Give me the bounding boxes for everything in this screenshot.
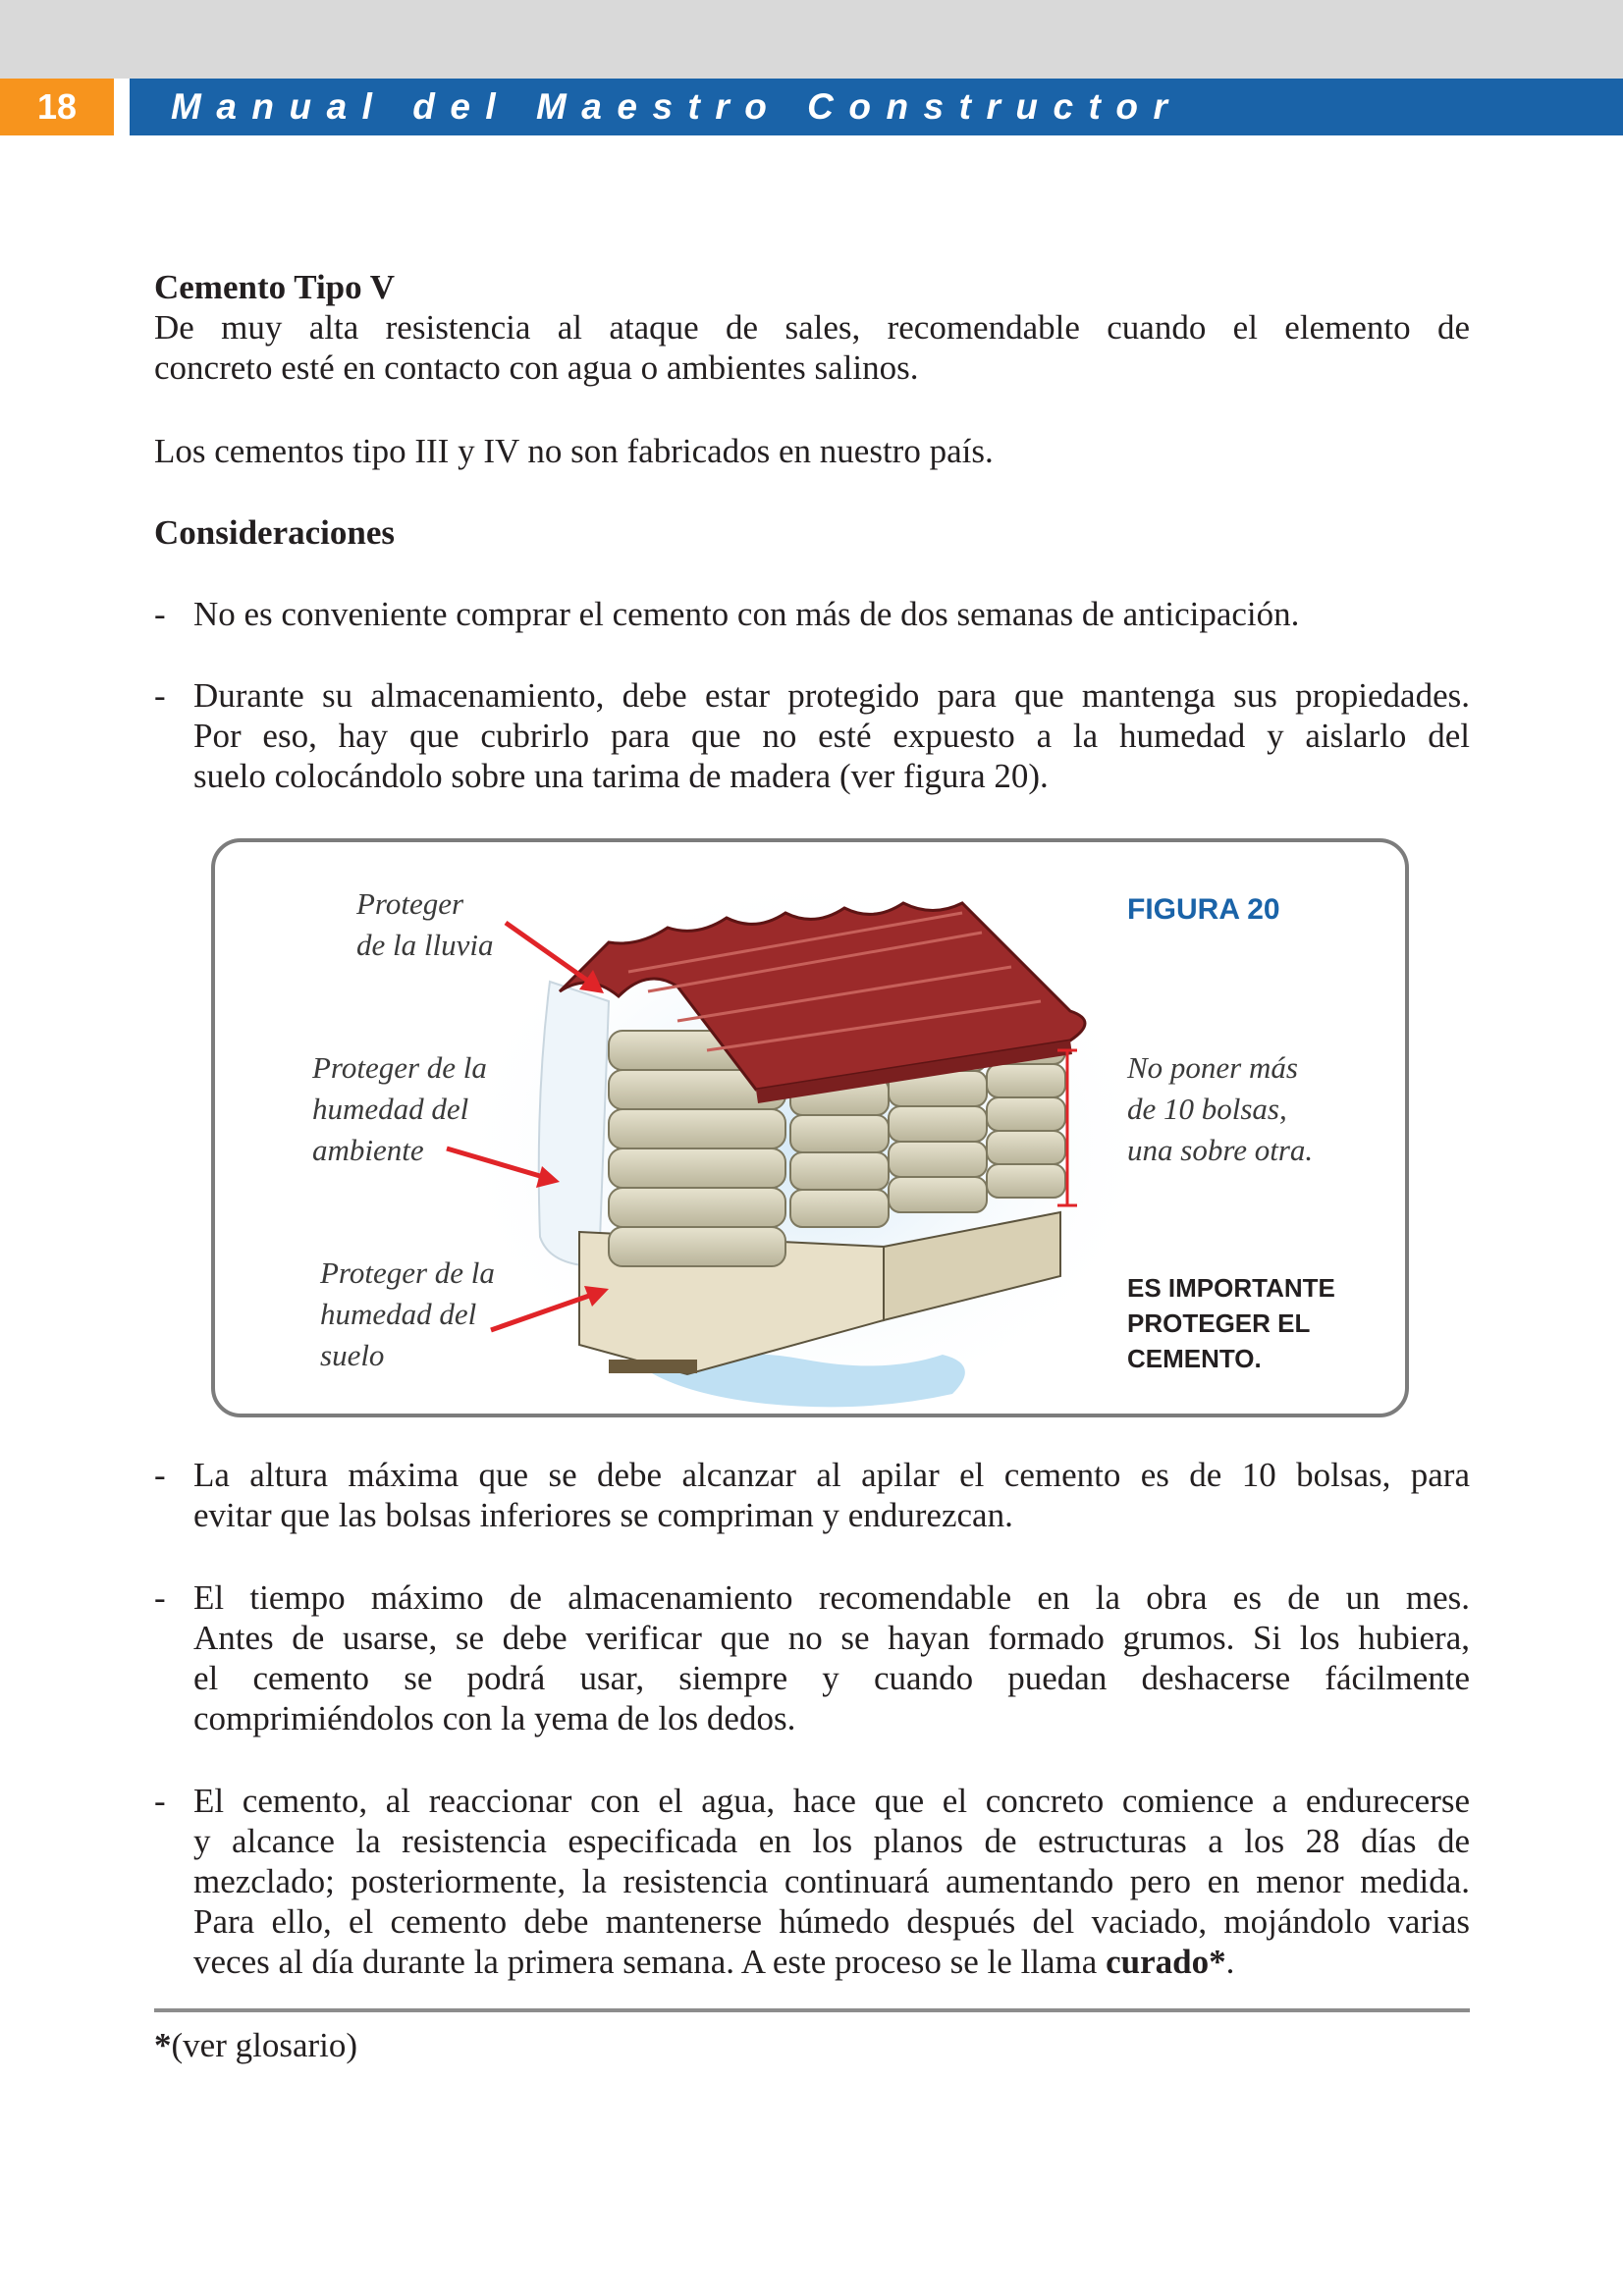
footnote	[154, 2025, 1470, 2065]
list-item-line: El tiempo máximo de almacenamiento recomendable en la obra es de un mes.	[193, 1578, 1470, 1617]
plastic-cover	[539, 982, 609, 1266]
label-protect-ambient	[312, 1047, 487, 1171]
label-line: No poner más	[1127, 1050, 1298, 1085]
label-line: humedad del	[312, 1092, 469, 1126]
list-item-line: suelo colocándolo sobre una tarima de madera (ver figura 20).	[193, 757, 1049, 795]
paragraph-line: Los cementos tipo III y IV no son fabricados en nuestro país.	[154, 432, 994, 470]
footnote-divider	[154, 2008, 1470, 2012]
list-item-line: y alcance la resistencia especificada en los planos de estructuras a los 28 días de	[193, 1822, 1470, 1860]
label-protect-ground	[320, 1253, 495, 1376]
label-line: suelo	[320, 1338, 385, 1372]
text-run: veces al día durante la primera semana. A este proceso se le llama	[193, 1943, 1107, 1981]
label-line: de 10 bolsas,	[1127, 1092, 1287, 1126]
page-number: 18	[0, 79, 114, 135]
list-item-line: Antes de usarse, se debe verificar que no se hayan formado grumos. Si los hubiera,	[193, 1619, 1470, 1657]
section-heading: Consideraciones	[154, 513, 395, 552]
list-item-line: El cemento, al reaccionar con el agua, hace que el concreto comience a endurecerse	[193, 1782, 1470, 1820]
list-item-line: Para ello, el cemento debe mantenerse húmedo después del vaciado, mojándolo varias	[193, 1902, 1470, 1941]
note-line: CEMENTO.	[1127, 1344, 1262, 1373]
paragraph-line: concreto esté en contacto con agua o ambientes salinos.	[154, 348, 919, 387]
label-protect-rain	[356, 883, 493, 966]
note-line: ES IMPORTANTE	[1127, 1273, 1335, 1303]
list-dash: -	[154, 1782, 166, 1820]
label-line: de la lluvia	[356, 928, 494, 962]
label-max-bags	[1127, 1047, 1313, 1171]
paragraph-line: De muy alta resistencia al ataque de sales, recomendable cuando el elemento de	[154, 308, 1470, 347]
glossary-term: curado*	[1106, 1943, 1226, 1981]
text-run: .	[1225, 1943, 1235, 1981]
footnote-text: (ver glosario)	[171, 2026, 358, 2064]
label-line: Proteger de la	[312, 1050, 487, 1085]
label-line: ambiente	[312, 1133, 424, 1167]
footnote-star: *	[154, 2026, 172, 2064]
list-dash: -	[154, 1578, 166, 1617]
label-line: Proteger de la	[320, 1255, 495, 1290]
label-line: humedad del	[320, 1297, 477, 1331]
header-title: Manual del Maestro Constructor	[130, 79, 1623, 135]
list-item-line: evitar que las bolsas inferiores se compriman y endurezcan.	[193, 1496, 1013, 1534]
list-item-line: La altura máxima que se debe alcanzar al apilar el cemento es de 10 bolsas, para	[193, 1456, 1470, 1494]
list-item-text: No es conveniente comprar el cemento con más de dos semanas de anticipación.	[193, 595, 1300, 633]
figure-title: FIGURA 20	[1127, 893, 1280, 926]
section-heading: Cemento Tipo V	[154, 268, 396, 306]
label-line: una sobre otra.	[1127, 1133, 1314, 1167]
note-line: PROTEGER EL	[1127, 1308, 1311, 1338]
list-item-line: Por eso, hay que cubrirlo para que no esté expuesto a la humedad y aislarlo del	[193, 717, 1470, 755]
list-item-line: Durante su almacenamiento, debe estar protegido para que mantenga sus propiedades.	[193, 676, 1470, 715]
important-note	[1127, 1270, 1335, 1376]
list-dash: -	[154, 595, 166, 633]
list-item-line: el cemento se podrá usar, siempre y cuando puedan deshacerse fácilmente	[193, 1659, 1470, 1697]
list-item-line: comprimiéndolos con la yema de los dedos.	[193, 1699, 796, 1737]
list-item-line	[193, 1942, 1470, 1982]
list-dash: -	[154, 1456, 166, 1494]
list-item-line: mezclado; posteriormente, la resistencia continuará aumentando pero en menor medida.	[193, 1862, 1470, 1900]
list-dash: -	[154, 676, 166, 715]
label-line: Proteger	[356, 886, 464, 921]
